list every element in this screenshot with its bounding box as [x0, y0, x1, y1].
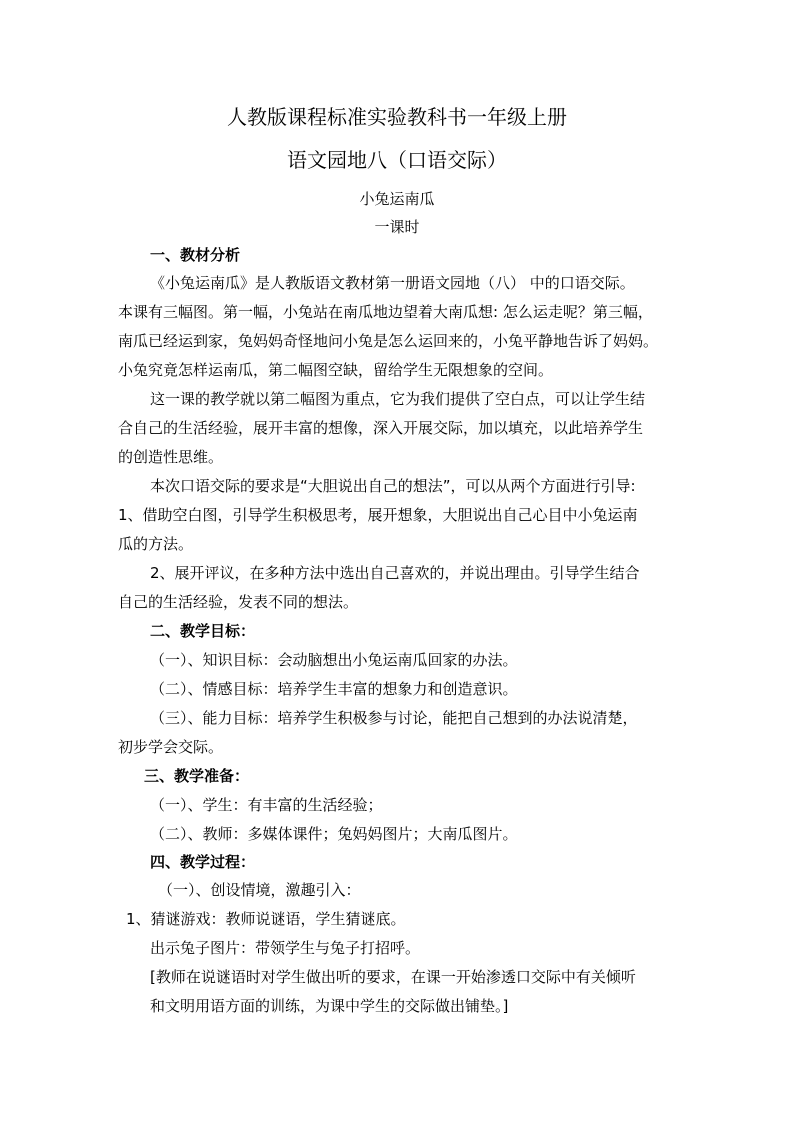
paragraph-line: 南瓜已经运到家，兔妈妈奇怪地问小兔是怎么运回来的，小兔平静地告诉了妈妈。: [118, 332, 659, 350]
paragraph-line: 这一课的教学就以第二幅图为重点，它为我们提供了空白点，可以让学生结: [150, 390, 646, 408]
section-heading-process: 四、教学过程：: [150, 853, 256, 871]
paragraph-line: 的创造性思维。: [118, 448, 224, 466]
section-heading-objectives: 二、教学目标：: [150, 622, 256, 640]
list-item: 1、猜谜游戏：教师说谜语，学生猜谜底。: [126, 910, 406, 928]
paragraph-line: 本课有三幅图。第一幅，小兔站在南瓜地边望着大南瓜想: 怎么运走呢？第三幅，: [118, 303, 653, 321]
list-item: （一）、创设情境，激趣引入：: [158, 881, 361, 899]
teacher-note: [教师在说谜语时对学生做出听的要求，在课一开始渗透口交际中有关倾听: [150, 968, 636, 986]
list-item-continuation: 初步学会交际。: [118, 738, 224, 756]
paragraph-line: 自己的生活经验，发表不同的想法。: [118, 593, 359, 611]
paragraph-line: 2、展开评议，在多种方法中选出自己喜欢的，并说出理由。引导学生结合: [150, 564, 640, 582]
list-item: （一）、知识目标：会动脑想出小兔运南瓜回家的办法。: [150, 651, 518, 669]
paragraph-line: 瓜的方法。: [118, 535, 194, 553]
list-item: （一）、学生：有丰富的生活经验；: [150, 796, 383, 814]
paragraph-line: 合自己的生活经验，展开丰富的想像，深入开展交际，加以填充，以此培养学生: [118, 419, 644, 437]
list-item: （三）、能力目标：培养学生积极参与讨论，能把自己想到的办法说清楚，: [150, 709, 638, 727]
list-item: （二）、教师：多媒体课件；兔妈妈图片；大南瓜图片。: [150, 825, 518, 843]
section-heading-analysis: 一、教材分析: [150, 246, 241, 264]
lesson-name: 小兔运南瓜: [359, 190, 435, 208]
paragraph-line: 《小兔运南瓜》是人教版语文教材第一册语文园地（八） 中的口语交际。: [150, 274, 635, 292]
teacher-note: 和文明用语方面的训练，为课中学生的交际做出铺垫。]: [150, 997, 509, 1015]
document-title: 人教版课程标准实验教科书一年级上册: [227, 105, 567, 129]
document-subtitle: 语文园地八（口语交际）: [287, 148, 507, 172]
lesson-time: 一课时: [374, 218, 420, 236]
paragraph-line: 本次口语交际的要求是“大胆说出自己的想法”，可以从两个方面进行引导:: [150, 477, 636, 495]
paragraph-line: 1、借助空白图，引导学生积极思考，展开想象，大胆说出自己心目中小兔运南: [118, 506, 638, 524]
list-item: 出示兔子图片：带领学生与兔子打招呼。: [150, 939, 421, 957]
paragraph-line: 小兔究竟怎样运南瓜，第二幅图空缺，留给学生无限想象的空间。: [118, 361, 554, 379]
section-heading-preparation: 三、教学准备：: [144, 767, 250, 785]
list-item: （二）、情感目标：培养学生丰富的想象力和创造意识。: [150, 680, 518, 698]
